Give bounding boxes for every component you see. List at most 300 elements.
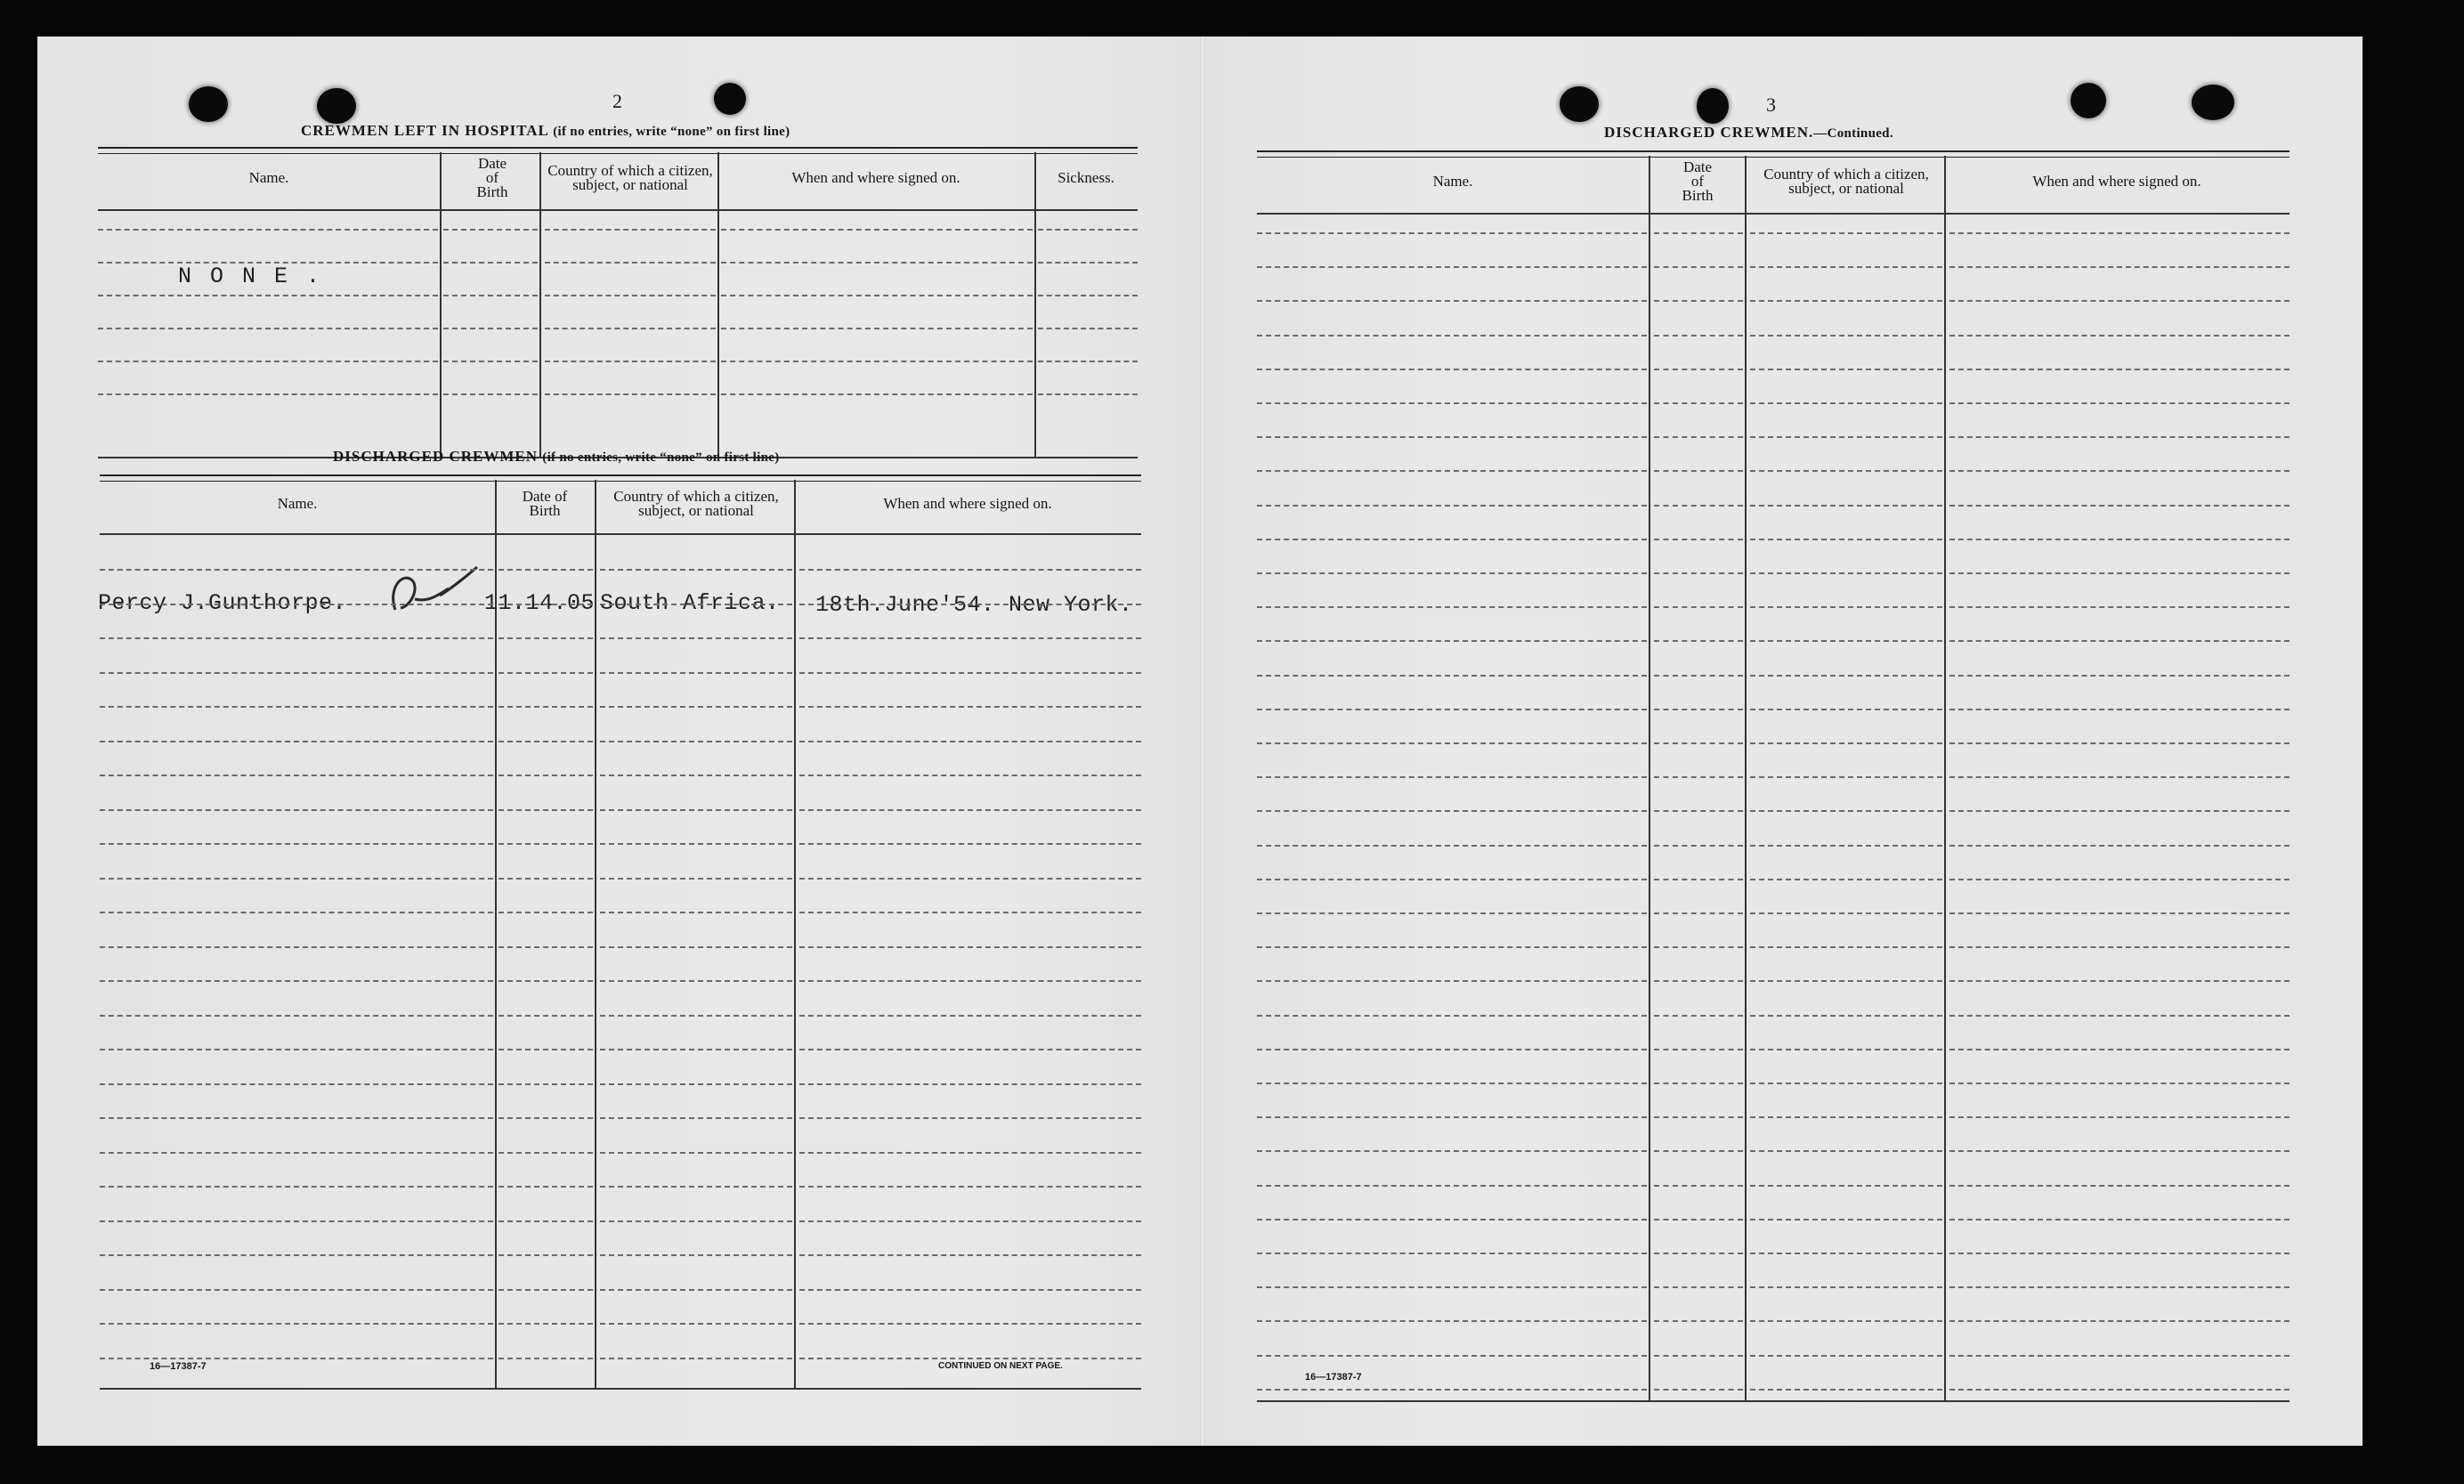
form-row-line	[1949, 675, 2290, 677]
page-number: 2	[612, 90, 622, 112]
form-row-line	[1257, 436, 1647, 438]
form-row-line	[799, 809, 1141, 811]
form-row-line	[545, 295, 716, 296]
page-number: 3	[1766, 93, 1776, 116]
form-row-line	[1038, 262, 1138, 264]
form-row-line	[799, 1323, 1141, 1325]
form-row-line	[600, 1015, 792, 1017]
form-row-line	[1750, 946, 1942, 948]
form-row-line	[1750, 1015, 1942, 1017]
form-row-line	[1257, 505, 1647, 507]
form-row-line	[1750, 879, 1942, 880]
form-row-line	[498, 1152, 593, 1154]
punch-hole	[2071, 83, 2106, 118]
form-row-line	[600, 1186, 792, 1188]
form-row-line	[1257, 776, 1647, 778]
form-row-line	[98, 295, 438, 296]
form-row-line	[1654, 1355, 1743, 1357]
form-row-line	[100, 1220, 493, 1222]
punch-hole	[2192, 85, 2234, 120]
form-row-line	[1654, 742, 1743, 744]
form-row-line	[1750, 742, 1942, 744]
form-row-line	[100, 1323, 493, 1325]
form-row-line	[721, 262, 1033, 264]
form-row-line	[545, 262, 716, 264]
form-row-line	[1750, 1083, 1942, 1084]
form-row-line	[1257, 879, 1647, 880]
form-row-line	[1750, 980, 1942, 982]
form-row-line	[1257, 572, 1647, 574]
form-row-line	[1257, 402, 1647, 404]
form-row-line	[1750, 539, 1942, 540]
form-row-line	[498, 980, 593, 982]
discharged-entry-country: South Africa.	[600, 590, 780, 616]
form-row-line	[799, 912, 1141, 913]
column-header: Date of Birth	[476, 155, 508, 200]
form-row-line	[498, 878, 593, 880]
form-row-line	[100, 1117, 493, 1119]
form-row-line	[600, 946, 792, 948]
discharged-section-title	[333, 448, 780, 466]
form-row-line	[1257, 640, 1647, 642]
form-row-line	[100, 809, 493, 811]
form-row-line	[1257, 1150, 1647, 1152]
form-row-line	[799, 1117, 1141, 1119]
form-row-line	[1949, 1083, 2290, 1084]
form-row-line	[443, 229, 538, 231]
form-row-line	[1949, 1015, 2290, 1017]
form-row-line	[600, 604, 792, 605]
column-header: When and where signed on.	[2032, 173, 2201, 190]
form-row-line	[1654, 266, 1743, 268]
form-row-line	[100, 604, 493, 605]
form-row-line	[1949, 572, 2290, 574]
form-row-line	[1654, 980, 1743, 982]
column-header: Sickness.	[1058, 169, 1114, 186]
form-row-line	[100, 1358, 493, 1359]
form-row-line	[1038, 361, 1138, 362]
form-row-line	[1257, 1049, 1647, 1050]
form-row-line	[600, 809, 792, 811]
form-row-line	[1949, 1253, 2290, 1254]
form-row-line	[100, 1083, 493, 1085]
handwritten-initials	[385, 564, 491, 626]
form-row-line	[1750, 1116, 1942, 1118]
form-row-line	[498, 1186, 593, 1188]
form-row-line	[799, 1289, 1141, 1291]
form-row-line	[1750, 335, 1942, 337]
form-row-line	[498, 637, 593, 639]
form-row-line	[799, 672, 1141, 674]
form-row-line	[600, 980, 792, 982]
form-row-line	[1949, 1150, 2290, 1152]
form-row-line	[498, 1117, 593, 1119]
form-row-line	[1654, 300, 1743, 302]
form-row-line	[498, 1254, 593, 1256]
form-row-line	[1257, 912, 1647, 914]
form-row-line	[600, 706, 792, 708]
form-row-line	[1949, 810, 2290, 812]
form-row-line	[1750, 232, 1942, 234]
form-row-line	[1257, 675, 1647, 677]
form-row-line	[1654, 606, 1743, 608]
form-row-line	[799, 1049, 1141, 1050]
form-row-line	[1750, 1185, 1942, 1187]
form-row-line	[1654, 1389, 1743, 1391]
form-row-line	[1257, 1389, 1647, 1391]
form-row-line	[498, 1289, 593, 1291]
form-row-line	[100, 741, 493, 742]
form-row-line	[600, 637, 792, 639]
punch-hole	[317, 88, 356, 124]
form-row-line	[100, 774, 493, 776]
punch-hole	[189, 86, 228, 122]
form-row-line	[498, 672, 593, 674]
form-row-line	[1750, 505, 1942, 507]
form-row-line	[1949, 1286, 2290, 1288]
form-row-line	[1949, 1049, 2290, 1050]
form-row-line	[799, 706, 1141, 708]
form-row-line	[1038, 295, 1138, 296]
hospital-title-text: CREWMEN LEFT IN HOSPITAL	[301, 122, 548, 139]
column-header: Date of Birth	[522, 488, 568, 519]
form-row-line	[600, 843, 792, 845]
form-row-line	[98, 262, 438, 264]
form-row-line	[1750, 606, 1942, 608]
form-row-line	[1949, 505, 2290, 507]
form-row-line	[1949, 335, 2290, 337]
form-row-line	[443, 295, 538, 296]
form-row-line	[1949, 845, 2290, 847]
form-row-line	[498, 774, 593, 776]
form-row-line	[1949, 879, 2290, 880]
form-row-line	[100, 637, 493, 639]
form-row-line	[1654, 1219, 1743, 1220]
form-row-line	[1750, 640, 1942, 642]
form-row-line	[1949, 402, 2290, 404]
form-row-line	[1257, 335, 1647, 337]
form-row-line	[1654, 776, 1743, 778]
form-row-line	[799, 1015, 1141, 1017]
form-row-line	[545, 229, 716, 231]
form-row-line	[1949, 1320, 2290, 1322]
column-header: Country of which a citizen, subject, or national	[1763, 166, 1929, 197]
form-row-line	[1750, 266, 1942, 268]
form-row-line	[1257, 1219, 1647, 1220]
form-row-line	[443, 328, 538, 329]
column-header: Name.	[1432, 173, 1473, 190]
form-row-line	[1654, 539, 1743, 540]
form-row-line	[1654, 1049, 1743, 1050]
form-row-line	[1257, 369, 1647, 370]
form-row-line	[1654, 1286, 1743, 1288]
form-row-line	[721, 361, 1033, 362]
form-row-line	[498, 569, 593, 571]
form-row-line	[1654, 1116, 1743, 1118]
form-row-line	[799, 980, 1141, 982]
form-row-line	[1654, 232, 1743, 234]
form-row-line	[1654, 1253, 1743, 1254]
form-row-line	[1750, 1286, 1942, 1288]
form-row-line	[98, 328, 438, 329]
form-row-line	[498, 741, 593, 742]
form-row-line	[443, 361, 538, 362]
form-row-line	[1257, 266, 1647, 268]
punch-hole	[714, 83, 746, 115]
discharged-title-text: DISCHARGED CREWMEN	[333, 448, 539, 465]
form-row-line	[1257, 539, 1647, 540]
form-row-line	[1949, 1116, 2290, 1118]
form-row-line	[799, 637, 1141, 639]
form-row-line	[1949, 912, 2290, 914]
continued-title-suffix: —Continued.	[1813, 126, 1893, 141]
form-row-line	[1949, 946, 2290, 948]
form-row-line	[1654, 709, 1743, 710]
form-row-line	[1654, 402, 1743, 404]
form-row-line	[100, 1015, 493, 1017]
form-row-line	[100, 672, 493, 674]
form-row-line	[1750, 402, 1942, 404]
form-row-line	[1949, 436, 2290, 438]
form-row-line	[100, 1152, 493, 1154]
punch-hole	[1560, 86, 1599, 122]
form-row-line	[799, 741, 1141, 742]
form-row-line	[799, 1152, 1141, 1154]
form-row-line	[498, 912, 593, 913]
form-row-line	[1949, 369, 2290, 370]
form-row-line	[1038, 229, 1138, 231]
continued-title-text: DISCHARGED CREWMEN.	[1604, 124, 1814, 141]
form-row-line	[1654, 1150, 1743, 1152]
form-row-line	[1949, 606, 2290, 608]
form-row-line	[799, 1083, 1141, 1085]
form-row-line	[498, 1220, 593, 1222]
form-row-line	[100, 946, 493, 948]
form-row-line	[600, 1220, 792, 1222]
form-row-line	[1654, 845, 1743, 847]
form-row-line	[1949, 1389, 2290, 1391]
form-row-line	[1257, 1286, 1647, 1288]
form-row-line	[1750, 1253, 1942, 1254]
form-row-line	[1257, 1320, 1647, 1322]
form-row-line	[1654, 505, 1743, 507]
form-row-line	[1038, 328, 1138, 329]
hospital-section-title	[301, 122, 790, 140]
form-row-line	[100, 1049, 493, 1050]
column-header: When and where signed on.	[791, 169, 960, 186]
document-sheet	[37, 36, 2363, 1446]
form-row-line	[1257, 742, 1647, 744]
form-row-line	[100, 569, 493, 571]
form-row-line	[1750, 300, 1942, 302]
form-row-line	[600, 569, 792, 571]
form-row-line	[799, 1220, 1141, 1222]
form-row-line	[1750, 572, 1942, 574]
form-row-line	[600, 774, 792, 776]
form-row-line	[1654, 946, 1743, 948]
form-row-line	[98, 393, 438, 395]
column-header: When and where signed on.	[883, 495, 1052, 512]
form-row-line	[498, 1358, 593, 1359]
form-row-line	[498, 1083, 593, 1085]
form-number: 16—17387-7	[150, 1361, 207, 1372]
form-row-line	[1949, 232, 2290, 234]
form-row-line	[100, 912, 493, 913]
form-row-line	[1750, 810, 1942, 812]
form-row-line	[98, 361, 438, 362]
form-row-line	[1750, 1320, 1942, 1322]
form-row-line	[1750, 709, 1942, 710]
form-row-line	[1949, 1219, 2290, 1220]
form-row-line	[100, 706, 493, 708]
hospital-title-note: (if no entries, write “none” on first line)	[553, 125, 790, 139]
form-row-line	[498, 843, 593, 845]
form-row-line	[600, 1083, 792, 1085]
form-row-line	[600, 741, 792, 742]
form-row-line	[1750, 1219, 1942, 1220]
form-row-line	[1949, 1355, 2290, 1357]
form-row-line	[799, 604, 1141, 605]
form-row-line	[799, 843, 1141, 845]
form-row-line	[443, 393, 538, 395]
form-row-line	[498, 1323, 593, 1325]
form-row-line	[1257, 1116, 1647, 1118]
form-row-line	[1654, 640, 1743, 642]
form-row-line	[1750, 369, 1942, 370]
form-row-line	[498, 1049, 593, 1050]
form-row-line	[721, 328, 1033, 329]
form-row-line	[98, 229, 438, 231]
form-row-line	[600, 1049, 792, 1050]
form-row-line	[600, 912, 792, 913]
discharged-continued-title	[1604, 124, 1893, 142]
form-row-line	[498, 604, 593, 605]
form-row-line	[600, 1152, 792, 1154]
form-row-line	[1654, 436, 1743, 438]
form-row-line	[1654, 1320, 1743, 1322]
form-row-line	[443, 262, 538, 264]
form-row-line	[1654, 470, 1743, 472]
form-row-line	[1750, 470, 1942, 472]
form-row-line	[1257, 1355, 1647, 1357]
form-row-line	[600, 672, 792, 674]
form-row-line	[100, 1186, 493, 1188]
hospital-table	[98, 147, 1138, 460]
form-row-line	[1257, 470, 1647, 472]
form-row-line	[600, 1323, 792, 1325]
form-row-line	[721, 295, 1033, 296]
form-row-line	[1750, 436, 1942, 438]
form-row-line	[1257, 946, 1647, 948]
form-row-line	[1257, 709, 1647, 710]
form-row-line	[1949, 300, 2290, 302]
form-row-line	[1257, 1015, 1647, 1017]
form-row-line	[1654, 369, 1743, 370]
form-row-line	[600, 1289, 792, 1291]
form-row-line	[1257, 232, 1647, 234]
form-row-line	[1750, 1355, 1942, 1357]
form-row-line	[1949, 709, 2290, 710]
form-row-line	[600, 1117, 792, 1119]
punch-hole	[1697, 88, 1729, 124]
column-header: Country of which a citizen, subject, or national	[613, 488, 779, 519]
form-row-line	[1750, 1150, 1942, 1152]
form-row-line	[1038, 393, 1138, 395]
form-row-line	[1257, 980, 1647, 982]
discharged-continued-table	[1257, 150, 2290, 1406]
column-header: Name.	[277, 495, 318, 512]
form-row-line	[1750, 845, 1942, 847]
form-row-line	[545, 328, 716, 329]
form-row-line	[799, 878, 1141, 880]
form-row-line	[100, 980, 493, 982]
form-row-line	[1654, 810, 1743, 812]
form-row-line	[498, 946, 593, 948]
form-row-line	[1257, 606, 1647, 608]
form-row-line	[1750, 776, 1942, 778]
discharged-entry-name: Percy J.Gunthorpe.	[98, 590, 347, 616]
form-row-line	[1257, 845, 1647, 847]
form-row-line	[1750, 912, 1942, 914]
form-row-line	[1257, 1083, 1647, 1084]
form-row-line	[799, 569, 1141, 571]
discharged-entry-date-of-birth: 11.14.05	[484, 590, 596, 616]
form-row-line	[1654, 912, 1743, 914]
form-row-line	[1257, 1185, 1647, 1187]
column-header: Name.	[248, 169, 289, 186]
form-row-line	[545, 393, 716, 395]
continued-note: CONTINUED ON NEXT PAGE.	[938, 1361, 1063, 1371]
form-row-line	[600, 1358, 792, 1359]
form-row-line	[721, 229, 1033, 231]
form-row-line	[1257, 1253, 1647, 1254]
column-header: Date of Birth	[1682, 158, 1714, 204]
form-row-line	[100, 1289, 493, 1291]
form-row-line	[1750, 1389, 1942, 1391]
discharged-table	[100, 474, 1141, 1393]
form-row-line	[721, 393, 1033, 395]
form-row-line	[799, 774, 1141, 776]
form-row-line	[1949, 980, 2290, 982]
form-row-line	[600, 1254, 792, 1256]
form-row-line	[1654, 1185, 1743, 1187]
form-row-line	[1949, 742, 2290, 744]
form-row-line	[799, 1358, 1141, 1359]
form-row-line	[1949, 640, 2290, 642]
form-row-line	[1949, 266, 2290, 268]
form-row-line	[1257, 810, 1647, 812]
form-row-line	[545, 361, 716, 362]
form-row-line	[498, 706, 593, 708]
form-row-line	[100, 843, 493, 845]
form-row-line	[1654, 335, 1743, 337]
page-fold	[1200, 36, 1205, 1446]
form-row-line	[1654, 572, 1743, 574]
form-row-line	[1654, 1015, 1743, 1017]
form-row-line	[100, 1254, 493, 1256]
form-row-line	[1949, 776, 2290, 778]
form-row-line	[799, 1186, 1141, 1188]
form-row-line	[498, 1015, 593, 1017]
form-row-line	[1949, 1185, 2290, 1187]
column-header: Country of which a citizen, subject, or national	[547, 162, 713, 193]
form-number: 16—17387-7	[1305, 1372, 1362, 1383]
discharged-entry-signed-on: 18th.June'54. New York.	[815, 592, 1133, 618]
discharged-title-note: (if no entries, write “none” on first line)	[542, 450, 780, 465]
form-row-line	[1654, 1083, 1743, 1084]
form-row-line	[799, 1254, 1141, 1256]
form-row-line	[1949, 470, 2290, 472]
